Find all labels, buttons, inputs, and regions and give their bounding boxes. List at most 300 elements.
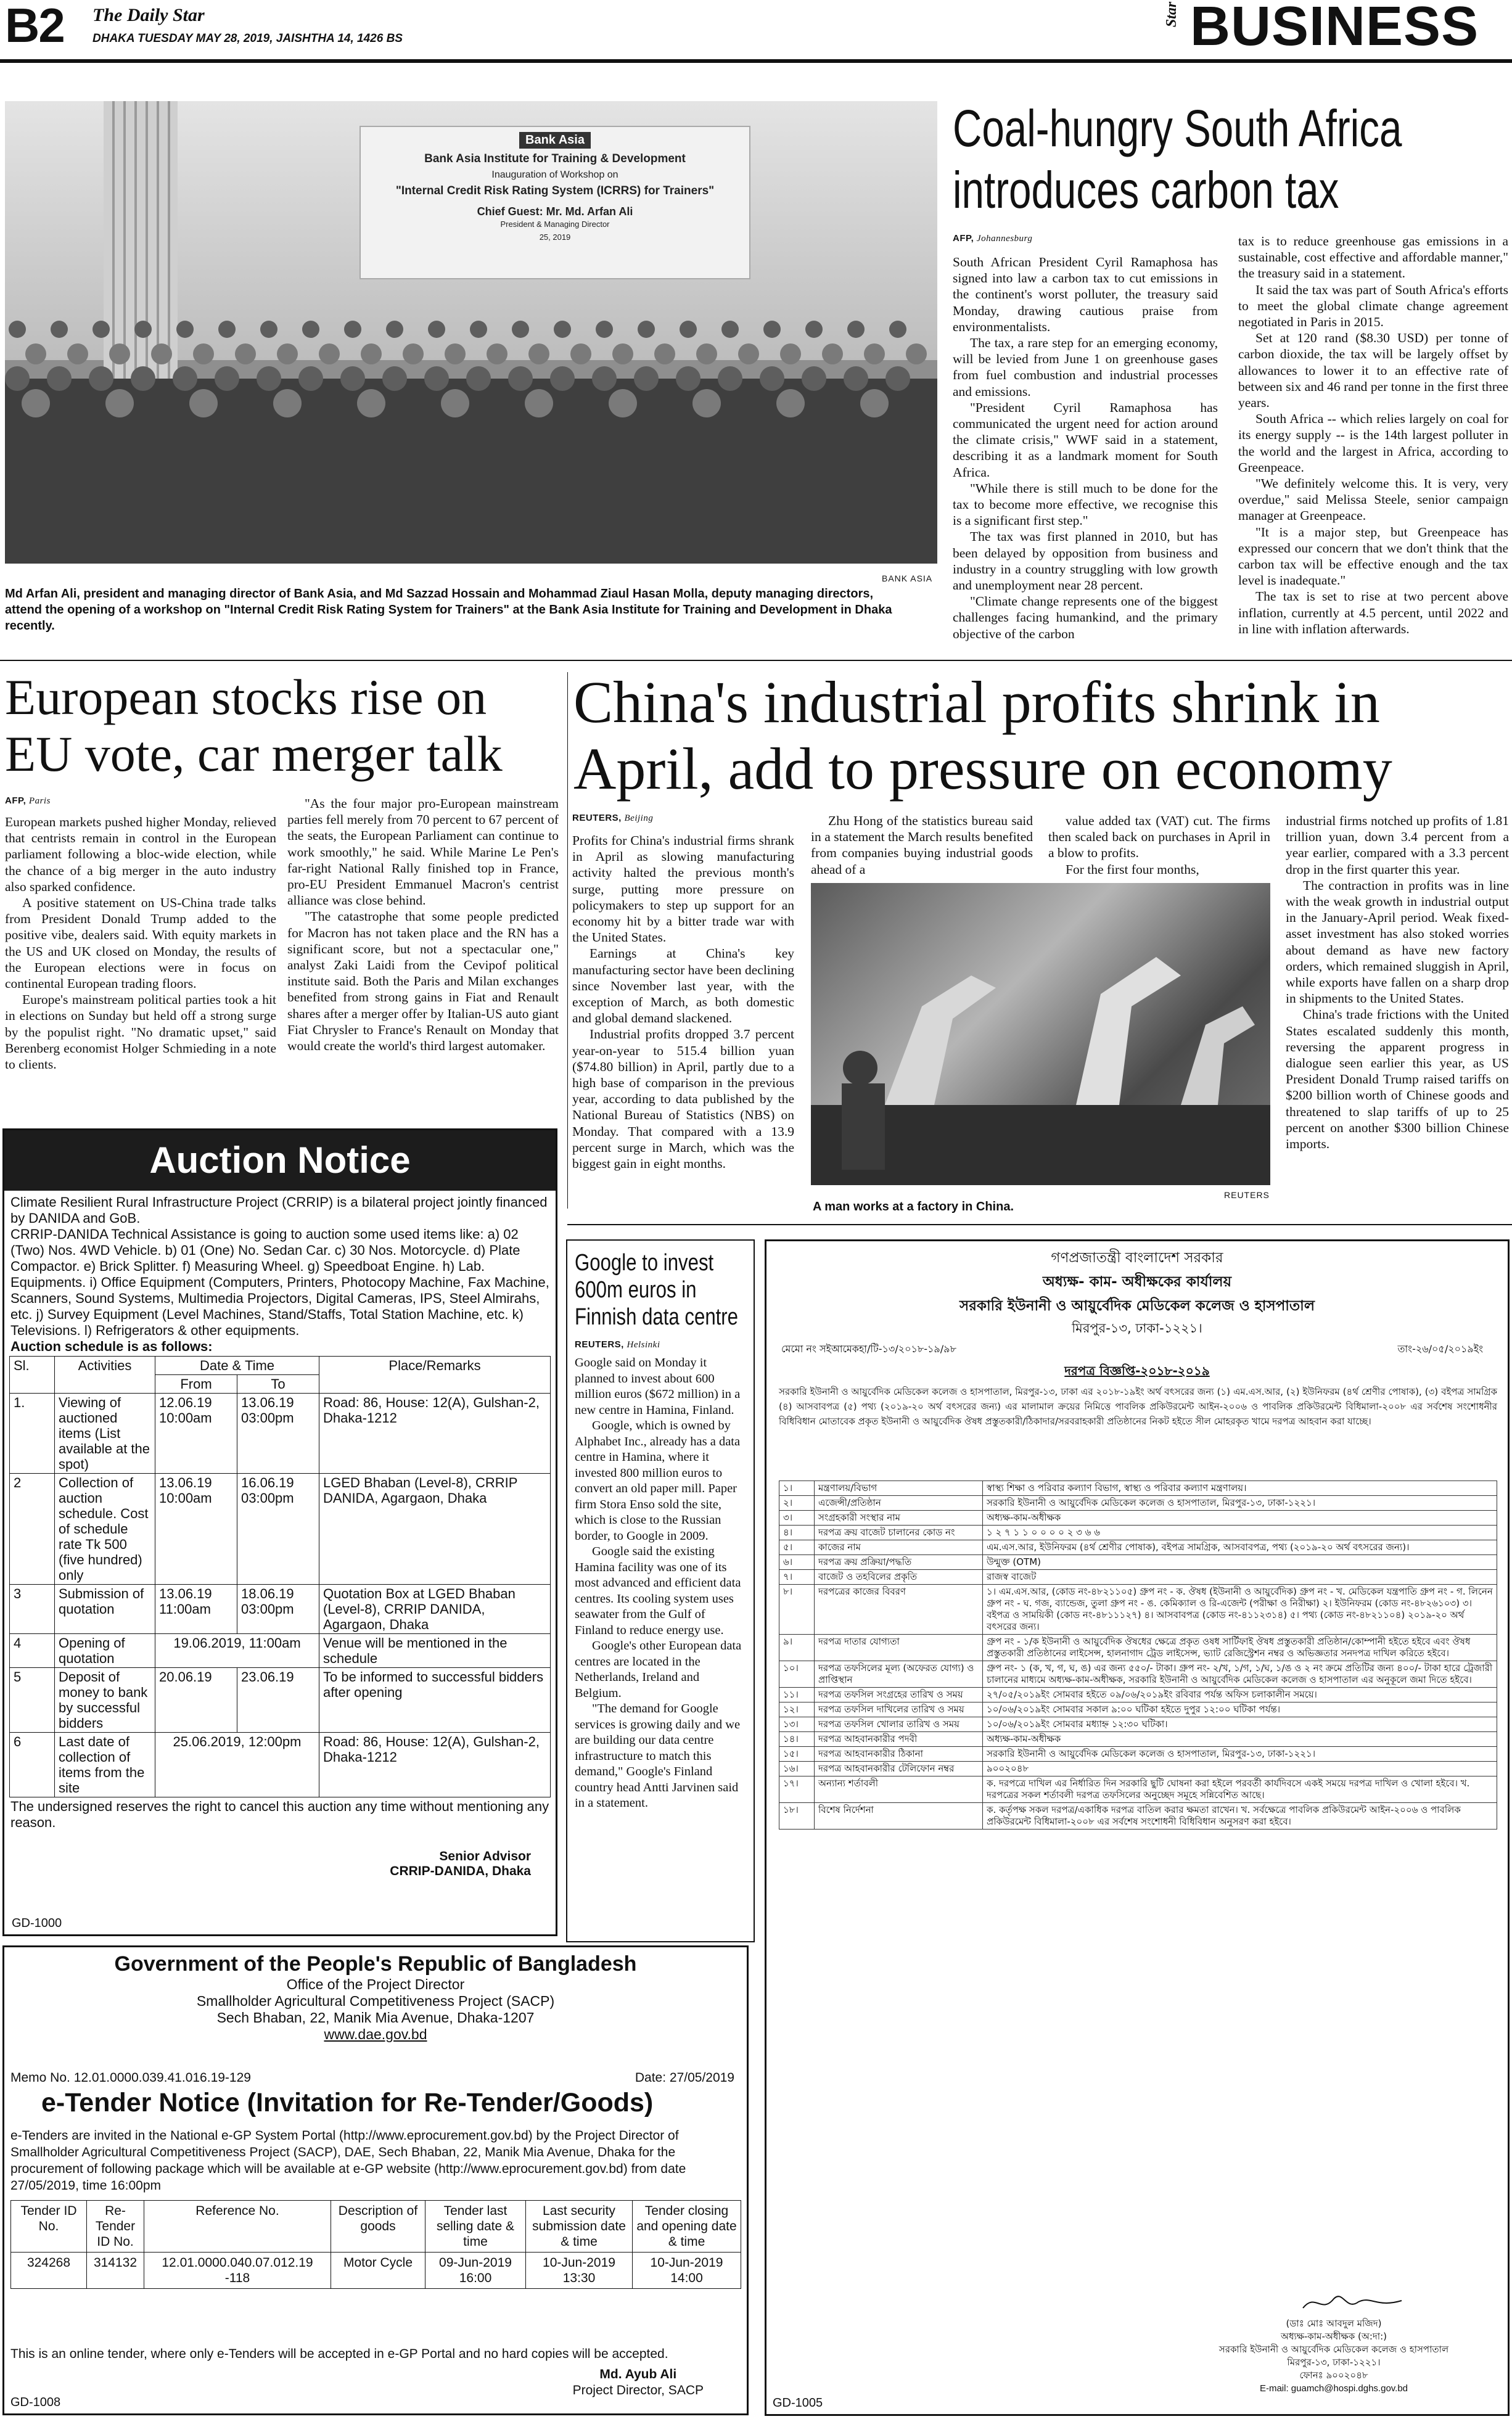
cell: ১০। [779,1661,815,1688]
signature-line: সরকারি ইউনানী ও আয়ুর্বেদিক মেডিকেল কলেজ ও হাসপাতাল [1218,2344,1449,2355]
person-head [151,343,172,364]
header-line: Smallholder Agricultural Competitiveness Project (SACP) [196,1993,555,2009]
ad-code: GD-1000 [12,1916,62,1930]
cell: 324268 [11,2253,87,2289]
paragraph: A positive statement on US-China trade talks from President Donald Trump added to the positive vibe, dealers said. With equity markets in the US and UK closed on Monday, the results of the European elections were in focus on continental European trading floors. [5,895,276,992]
signature [4,1831,556,1879]
table-row [10,1394,551,1474]
cell: Collection of auction schedule. Cost of schedule rate Tk 500 (five hundred) only [55,1474,155,1585]
cell: 13.06.19 10:00am [155,1474,237,1585]
paragraphs [1286,813,1509,1152]
paragraphs [1048,813,1270,877]
person-head [609,389,637,417]
table-row [779,1702,1497,1717]
header-line: মিরপুর-১৩, ঢাকা-১২২১। [1072,1321,1202,1336]
signature [1173,2317,1494,2395]
cell: ১ ২ ৭ ১ ১ ০ ০ ০ ০ ২ ৩ ৬ ৬ [983,1526,1497,1540]
paragraph: The tax, a rare step for an emerging economy, will be levied from June 1 on greenhouse gases from fuel combustion and industrial processes and emissions. [953,335,1218,399]
cell: বিশেষ নির্দেশনা [815,1803,983,1830]
person-head [109,343,130,364]
table-row [11,2253,741,2289]
cell: 13.06.19 11:00am [155,1585,237,1634]
workshop-banner [360,126,750,279]
cell: 314132 [87,2253,144,2289]
header-line: সরকারি ইউনানী ও আয়ুর্বেদিক মেডিকেল কলেজ ও হাসপাতাল [959,1298,1315,1314]
table-row [779,1776,1497,1803]
person-head [89,366,113,391]
auction-table [9,1356,551,1797]
cell: 12.06.19 10:00am [155,1394,237,1474]
cell: দরপত্র আহবানকারীর ঠিকানা [815,1747,983,1762]
cell: ১২। [779,1702,815,1717]
person-head [428,321,445,338]
cell: দরপত্র আহবানকারীর টেলিফোন নম্বর [815,1762,983,1776]
cell: মন্ত্রণালয়/বিভাগ [815,1481,983,1496]
person-head [776,389,805,417]
paragraph: The tax was first planned in 2010, but has been delayed by opposition from business and industry in a country struggling with low growth and unemployment near 28 percent. [953,529,1218,593]
person-head [319,343,340,364]
cell: Road: 86, House: 12(A), Gulshan-2, Dhaka-1212 [319,1394,551,1474]
person-head [424,366,449,391]
schedule-title: Auction schedule is as follows: [10,1339,213,1354]
person-head [344,321,361,338]
table-row [779,1732,1497,1747]
person-head [638,321,655,338]
tender-notice [2,1945,749,2415]
paragraph: "We definitely welcome this. It is very, very overdue," said Melissa Steele, senior campaign manager at Greenpeace. [1238,476,1508,524]
table-row [779,1585,1497,1635]
signature-line: Project Director, SACP [572,2383,704,2397]
table-row [10,1668,551,1733]
cell: ১৩। [779,1717,815,1732]
col-header: Sl. [10,1357,55,1394]
paragraph: "The demand for Google services is growing daily and we are building our data centre infrastructure to match this demand," Google's Finland country head Antti Jarvinen said in a statement. [575,1702,741,1810]
banner-brand: Bank Asia [519,132,591,149]
banner-line: 25, 2019 [539,232,571,242]
person-head [889,321,906,338]
ad-code: GD-1005 [773,2396,823,2410]
cell: Venue will be mentioned in the schedule [319,1634,551,1668]
cell: ১০/০৬/২০১৯ইং সোমবার মধ্যাহ্ন ১২:৩০ ঘটিকা। [983,1717,1497,1732]
article-column [953,254,1218,642]
cell: দরপত্র তফসিল সংগ্রহের তারিখ ও সময় [815,1688,983,1702]
cell: অধ্যক্ষ-কাম-অধীক্ষক [983,1732,1497,1747]
masthead-rule [0,59,1512,63]
cell: অধ্যক্ষ-কাম-অধীক্ষক [983,1511,1497,1526]
tender-body: e-Tenders are invited in the National e-GP System Portal (http://www.eprocurement.gov.bd) by the Project Director of Smallholder Agricultural Competitiveness Project (SACP), DAE, Sech Bhaban, 22, Manik Mia Avenue, Dhaka for the procurement of following package which will be available at e-GP website (http://www.eprocurement.gov.bd) from date 27/05/2019, time 16:00pm [10,2129,686,2193]
table-row [779,1540,1497,1555]
workshop-photo [5,101,937,564]
paragraph: South Africa -- which relies largely on coal for its energy supply -- is the 14th largest polluter in the world and the largest in Africa, according to Greenpeace. [1238,411,1508,475]
cell: ৯। [779,1635,815,1661]
cell: ১। এম.এস.আর, (কোড নং-৪৮২১১০৫) গ্রুপ নং - ক. ঔষধ (ইউনানী ও আয়ুর্বেদিক) গ্রুপ নং - খ. মেডিকেল যন্ত্রপাতি গ্রুপ নং - গ. লিনেন গ্রুপ নং - ঘ. গজ, ব্যান্ডেজ, তুলা গ্রুপ নং - ঙ. কেমিক্যাল ও রি-এজেন্ট (পরীক্ষা ও নিরীক্ষা) ২। ইউনিফরম (কোড নং-৪৮২৬১০৩) ৩। বইপত্র ও সাময়িকী (কোড নং-৪৮১১১২৭) ৪। আসবাবপত্র (কোড নং-৪১১২৩১৪) ৫। পথ্য (কোড নং-৪৮২১১০৪) ২০১৯-২০ অর্থ বৎসরের জন্য। [983,1585,1497,1635]
headline: Coal-hungry South Africa introduces carbon tax [953,99,1402,219]
cell: সংগ্রহকারী সংস্থার নাম [815,1511,983,1526]
cell: দরপত্র ক্রয় বাজেট চালানের কোড নং [815,1526,983,1540]
paragraph: South African President Cyril Ramaphosa has signed into law a carbon tax to cut emissions in the continent's worst polluter, the treasury said Monday, drawing cautious praise from environmentalists. [953,255,1218,334]
cell: 23.06.19 [237,1668,319,1733]
paragraph: Google said on Monday it planned to invest about 600 million euros ($672 million) in a new centre in Hamina, Finland. [575,1356,741,1417]
paragraph: "It is a major step, but Greenpeace has expressed our concern that we don't think that the carbon tax will be effective enough and the tax level is inadequate." [1238,524,1508,588]
cell: Opening of quotation [55,1634,155,1668]
paragraphs [953,254,1218,642]
banner-line: Inauguration of Workshop on [491,170,618,180]
signature-line: Md. Ayub Ali [599,2367,677,2381]
paragraph: Industrial profits dropped 3.7 percent year-on-year to 515.4 billion yuan ($74.80 billion) in April, partly due to a high base of comparison in the previous year, according to data published by the National Bureau of Statistics (NBS) on Monday. That compared with a 13.9 percent surge in March, which was the biggest gain in eight months. [572,1027,794,1172]
paragraph: value added tax (VAT) cut. The firms then scaled back on purchases in April in a blow to profits. [1048,813,1270,861]
auction-footer: The undersigned reserves the right to cancel this auction any time without mentioning any reason. [10,1799,549,1830]
paragraph: industrial firms notched up profits of 1.81 trillion yuan, down 3.4 percent from a year earlier, compared with a 3.3 percent drop in the first quarter this year. [1286,813,1509,877]
headline: Google to invest 600m euros in Finnish data centre [575,1250,739,1330]
banner-line: Chief Guest: Mr. Md. Arfan Ali [477,205,633,218]
table-row [779,1803,1497,1830]
col-header: Place/Remarks [319,1357,551,1394]
person-head [570,343,591,364]
cell: LGED Bhaban (Level-8), CRRIP DANIDA, Agargaon, Dhaka [319,1474,551,1585]
robot-arms [811,883,1270,1185]
cell: ১৭। [779,1776,815,1803]
column-rule [567,672,568,1209]
person-head [844,366,868,391]
person-head [696,343,717,364]
paragraphs [575,1355,746,1812]
cell: ১৮। [779,1803,815,1830]
cell: 5 [10,1668,55,1733]
person-head [257,366,281,391]
signature-mark [1297,2290,1408,2314]
cell: সরকারি ইউনানী ও আয়ুর্বেদিক মেডিকেল কলেজ ও হাসপাতাল, মিরপুর-১৩, ঢাকা-১২২১। [983,1496,1497,1511]
col-header: Tender ID No. [11,2201,87,2253]
tender-header [4,1947,747,2043]
person-head [302,321,319,338]
paragraph: Zhu Hong of the statistics bureau said in a statement the March results benefited from companies buying industrial goods ahead of a [811,813,1033,877]
cell: বাজেট ও তহবিলের প্রকৃতি [815,1570,983,1585]
cell: Submission of quotation [55,1585,155,1634]
person-head [512,321,529,338]
cell: Quotation Box at LGED Bhaban (Level-8), CRRIP DANIDA, Agargaon, Dhaka [319,1585,551,1634]
paragraph: Google, which is owned by Alphabet Inc., already has a data centre in Hamina, where it invested 800 million euros to convert an old paper mill. Paper firm Stora Enso sold the site, which is close to the Russian border, to Google in 2009. [575,1419,741,1543]
website-link[interactable]: www.dae.gov.bd [324,2026,427,2042]
cell: ১৬। [779,1762,815,1776]
cell: ১৪। [779,1732,815,1747]
tender-table [10,2200,741,2289]
factory-photo [811,883,1270,1185]
paragraphs [572,832,794,1172]
cell: ১। [779,1481,815,1496]
cell: দরপত্র তফসিলের মূল্য (অফেরত যোগ্য) ও প্রাপ্তিস্থান [815,1661,983,1688]
page-number: B2 [5,0,64,52]
cell: উন্মুক্ত (OTM) [983,1555,1497,1570]
signature-line: অধ্যক্ষ-কাম-অধীক্ষক (অ:দা:) [1280,2331,1387,2342]
bengali-tender-notice [765,1239,1510,2416]
cell: দরপত্র তফসিল খোলার তারিখ ও সময় [815,1717,983,1732]
paper-name: The Daily Star [92,5,205,25]
person-head [763,321,781,338]
person-head [634,366,659,391]
cell: ১৫। [779,1747,815,1762]
person-head [470,321,487,338]
photo-caption: A man works at a factory in China. [813,1200,1014,1214]
cell: এম.এস.আর, ইউনিফরম (৪র্থ শ্রেণীর পোষাক), বইপত্র সামগ্রিক, আসবাবপত্র, পথ্য (২০১৯-২০ অর্থ বৎসরের জন্য)। [983,1540,1497,1555]
table-row [10,1474,551,1585]
paragraph: For the first four months, [1066,861,1199,877]
cell: ৬। [779,1555,815,1570]
table-row [779,1555,1497,1570]
cell: ৫। [779,1540,815,1555]
person-head [260,321,277,338]
table-row [779,1570,1497,1585]
person-head [235,343,256,364]
paragraph: European markets pushed higher Monday, relieved that centrists remain in control in the European parliament following a bloc-wide election, while the chance of a big merger in the auto industry also sparked confidence. [5,815,276,894]
signature-line: Senior Advisor [439,1849,531,1863]
cell: 12.01.0000.040.07.012.19 -118 [144,2253,331,2289]
person-head [189,389,218,417]
person-head [780,343,801,364]
header-line: অধ্যক্ষ- কাম- অধীক্ষকের কার্যালয় [1042,1274,1232,1290]
table-row [779,1481,1497,1496]
cell: 20.06.19 [155,1668,237,1733]
banner-line: President & Managing Director [500,220,610,229]
person-head [441,389,469,417]
article-column [287,795,559,1054]
person-head [805,321,823,338]
intro-line: Climate Resilient Rural Infrastructure Project (CRRIP) is a bilateral project jointly financed by DANIDA and GoB. [10,1194,548,1226]
person-head [298,366,323,391]
person-head [525,389,553,417]
cell: ১০/০৬/২০১৯ইং সোমবার সকাল ৯:০০ ঘটিকা হইতে দুপুর ১২:০০ ঘটিকা পর্যন্ত। [983,1702,1497,1717]
cell: Motor Cycle [331,2253,425,2289]
paragraphs [287,795,559,1054]
col-header: To [237,1375,319,1394]
paragraph: It said the tax was part of South Africa's efforts to meet the global climate change agreement negotiated in Paris in 2015. [1238,282,1508,330]
cell: ২৭/০৫/২০১৯ইং সোমবার হইতে ০৯/০৬/২০১৯ইং রবিবার পর্যন্ত অফিস চলাকালীন সময়ে। [983,1688,1497,1702]
table-row [779,1717,1497,1732]
cell: এজেন্সী/প্রতিষ্ঠান [815,1496,983,1511]
signature [573,2367,704,2399]
cell: রাজস্ব বাজেট [983,1570,1497,1585]
auction-intro [4,1191,556,1355]
person-head [822,343,843,364]
person-head [22,389,50,417]
cell: Deposit of money to bank by successful bidders [55,1668,155,1733]
table-row [779,1496,1497,1511]
header-line: Office of the Project Director [286,1976,465,1992]
headline: European stocks rise on EU vote, car merger talk [5,669,503,782]
article-column [811,813,1033,877]
memo-date: তাং-২৬/০৫/২০১৯ইং [1397,1343,1483,1355]
person-head [357,389,385,417]
paragraph: Europe's mainstream political parties took a hit in elections on Sunday but held off a strong surge by the populist right. "No dramatic upset," said Berenberg economist Holger Schmieding in a note to clients. [5,992,276,1072]
person-head [47,366,72,391]
cell: দরপত্র দাতার যোগ্যতা [815,1635,983,1661]
person-head [860,389,889,417]
group-of-people [5,305,937,564]
cell: 10-Jun-2019 13:30 [526,2253,633,2289]
section-rule [0,660,1512,661]
person-head [215,366,239,391]
paragraph: Google said the existing Hamina facility was one of its most advanced and efficient data centres. Its cooling system uses seawater from the Gulf of Finland to reduce energy use. [575,1545,741,1637]
header-line: Sech Bhaban, 22, Manik Mia Avenue, Dhaka-1207 [216,2010,535,2026]
person-head [277,343,298,364]
cell: 1. [10,1394,55,1474]
paragraph: Set at 120 rand ($8.30 USD) per tonne of carbon dioxide, the tax will be largely offset by allowances to lower it to an effective rate of between six and 46 rand per tonne in the first three years. [1238,331,1508,411]
cell: 09-Jun-2019 16:00 [425,2253,526,2289]
header-line: Government of the People's Republic of Bangladesh [114,1952,637,1976]
cell: গ্রুপ নং- ১ (ক, খ, গ, ঘ, ঙ) এর জন্য ৫৫০/- টাকা। গ্রুপ নং- ২/খ, ১/গ, ১/ঘ, ১/ঙ ও ২ নং ক্রমে প্রতিটির জন্য ৪০০/- টাকা হারে ট্রেজারী চালানের মাধ্যমে অধ্যক্ষ-কাম-অধীক্ষক, সরকারি ইউনানী ও আয়ুর্বেদিক মেডিকেল কলেজ ও হাসপাতাল এর অনুকূলে জমা দিতে হইবে। [983,1661,1497,1688]
paragraphs [1238,233,1508,637]
cell: সরকারি ইউনানী ও আয়ুর্বেদিক মেডিকেল কলেজ ও হাসপাতাল, মিরপুর-১৩, ঢাকা-১২২১। [983,1747,1497,1762]
article-column [5,814,276,1072]
signature-line: CRRIP-DANIDA, Dhaka [390,1864,531,1878]
person-head [676,366,701,391]
col-header: Re-Tender ID No. [87,2201,144,2253]
intro-line: CRRIP-DANIDA Technical Assistance is going to auction some used items like: a) 02 (Two) Nos. 4WD Vehicle. b) 01 (One) No. Sedan Car. c) 30 Nos. Motorcycle. d) Plate Compactor. e) Brick Splitter. f) Measuring Wheel. g) Speedboat Engine. h) Lab. Equipments. i) Office Equipment (Computers, Printers, Photocopy Machine, Fax Machine, Scanners, Sound Systems, Multimedia Projectors, Digital Cameras, IPS, Steel Almirahs, etc. j) Survey Equipment (Level Machines, Stand/Staffs, Total Station Machine, etc. k) Televisions. l) Refrigerators & other equipments. [10,1226,549,1338]
person-head [906,343,927,364]
cell: 10-Jun-2019 14:00 [633,2253,741,2289]
col-header: Tender closing and opening date & time [633,2201,741,2253]
cell: 2 [10,1474,55,1585]
paragraph: "The catastrophe that some people predicted for Macron has not taken place and the RN has a significant score, but not a spectacular one," analyst Zaki Laidi from the Cevipof political institute said. Both the Paris and Milan exchanges benefited from strong gains in Fiat and Renault shares after a merger offer by Italian-US auto giant Fiat Chrysler to France's Renault on Monday that would create the world's third largest automaker. [287,909,559,1054]
person-head [445,343,466,364]
person-head [528,343,549,364]
cell: গ্রুপ নং - ১/ক ইউনানী ও আয়ুর্বেদিক ঔষধের ক্ষেত্রে প্রকৃত ওষধ সার্টিফাই ঔষধ প্রস্তুতকারী প্রতিষ্ঠান/কোম্পানী হইতে হইবে এবং ঔষধ প্রস্তুতকারী প্রতিষ্ঠানের লাইসেন্স, হালনাগাদ ট্রেড লাইসেন্স, ভ্যাট রেজিস্ট্রেশন নম্বর ও অভিজ্ঞতার সনদপত্র দাখিল করিতে হইবে। [983,1635,1497,1661]
person-head [654,343,675,364]
cell: 18.06.19 03:00pm [237,1585,319,1634]
cell: ৭। [779,1570,815,1585]
signature-line: E-mail: guamch@hospi.dghs.gov.bd [1259,2383,1408,2394]
person-head [131,366,155,391]
cell: ৩। [779,1511,815,1526]
col-header: Date & Time [155,1357,319,1375]
cell: ২। [779,1496,815,1511]
person-head [176,321,194,338]
memo: মেমো নং সইআমেকহা/টি-১৩/২০১৮-১৯/৯৮ [781,1343,956,1355]
person-head [760,366,784,391]
cell: 6 [10,1733,55,1797]
person-head [612,343,633,364]
table-row [779,1747,1497,1762]
person-head [173,366,197,391]
person-head [692,389,721,417]
person-head [847,321,865,338]
headline: China's industrial profits shrink in April, add to pressure on economy [573,669,1392,802]
person-head [802,366,826,391]
cell: 16.06.19 03:00pm [237,1474,319,1585]
cell: কাজের নাম [815,1540,983,1555]
person-head [680,321,697,338]
signature-line: (ডাঃ মোঃ আবদুল মজিদ) [1286,2318,1382,2329]
person-head [592,366,617,391]
cell: স্বাস্থ্য শিক্ষা ও পরিবার কল্যাণ বিভাগ, স্বাস্থ্য ও পরিবার কল্যাণ মন্ত্রণালয়। [983,1481,1497,1496]
col-header: Tender last selling date & time [425,2201,526,2253]
byline: AFP, Johannesburg [953,233,1033,244]
person-head [718,366,742,391]
cell: দরপত্র ক্রয় প্রক্রিয়া/পদ্ধতি [815,1555,983,1570]
byline: REUTERS, Helsinki [575,1339,660,1350]
paragraph: "While there is still much to be done for the tax to become more effective, we recognise this is a significant first step." [953,480,1218,528]
person-head [218,321,236,338]
table-row [10,1634,551,1668]
byline: REUTERS, Beijing [572,813,654,823]
article-column [1238,233,1508,637]
col-header: Activities [55,1357,155,1394]
cell: 4 [10,1634,55,1668]
col-header: Reference No. [144,2201,331,2253]
paragraph: "As the four major pro-European mainstream parties fell merely from 70 percent to 67 percent of the seats, the European Parliament can continue to work smoothly," he said. While Marine Le Pen's far-right National Rally finished top in France, pro-EU President Emmanuel Macron's centrist alliance was close behind. [287,796,559,908]
person-head [340,366,365,391]
photo-credit: BANK ASIA [882,573,933,583]
cell: ক. কর্তৃপক্ষ সকল দরপত্র/একাধিক দরপত্র বাতিল করার ক্ষমতা রাখেন। খ. সর্বক্ষেত্রে পাবলিক প্রকিউরমেন্ট আইন-২০০৬ ও পাবলিক প্রকিউরমেন্ট বিধিমালা-২০০৮ এর সর্বশেষ সংশোধনী বিধিবিধান অনুসরণ করা হইবে। [983,1803,1497,1830]
cell: Last date of collection of items from the site [55,1733,155,1797]
cell: ৪। [779,1526,815,1540]
person-head [466,366,491,391]
person-head [361,343,382,364]
signature-line: ফোনঃ ৯০০২০৪৮ [1299,2370,1368,2381]
banner-line: Bank Asia Institute for Training & Development [424,152,686,165]
paragraph: The tax is set to rise at two percent above inflation, currently at 4.5 percent, until 2022 and in line with inflation afterwards. [1238,589,1508,636]
dateline: DHAKA TUESDAY MAY 28, 2019, JAISHTHA 14, 1426 BS [92,32,403,45]
photo-caption: Md Arfan Ali, president and managing director of Bank Asia, and Md Sazzad Hossain and Mohammad Ziaul Hasan Molla, deputy managing directors, attend the opening of a workshop on "Internal Credit Risk Rating System for Trainers" at the Bank Asia Institute for Training and Development in Dhaka recently. [5,587,892,633]
person-head [386,321,403,338]
photo-credit: REUTERS [1224,1190,1270,1200]
person-head [738,343,759,364]
person-head [92,321,110,338]
paragraph: Google's other European data centres are located in the Netherlands, Ireland and Belgium. [575,1639,742,1700]
section-title: BUSINESS [1190,0,1479,57]
table-row [779,1688,1497,1702]
section-rule [567,1224,1512,1225]
table-row [779,1762,1497,1776]
person-head [9,321,26,338]
header-line: গণপ্রজাতন্ত্রী বাংলাদেশ সরকার [1051,1250,1223,1266]
person-head [596,321,613,338]
banner-line: "Internal Credit Risk Rating System (ICRRS) for Trainers" [395,184,715,197]
cell: ১১। [779,1688,815,1702]
cell: দরপত্র আহবানকারীর পদবী [815,1732,983,1747]
table-row [779,1526,1497,1540]
person-head [25,343,46,364]
person-head [508,366,533,391]
cell: 13.06.19 03:00pm [237,1394,319,1474]
article-column [1048,813,1270,877]
person-head [5,366,30,391]
table-row [779,1661,1497,1688]
cell: ৯০০২০৪৮ [983,1762,1497,1776]
col-header: Last security submission date & time [526,2201,633,2253]
cell: দরপত্র তফসিল দাখিলের তারিখ ও সময় [815,1702,983,1717]
paragraph: "President Cyril Ramaphosa has communicated the urgent need for action around the climate crisis," WWF said in a statement, describing it as a landmark moment for South Africa. [953,400,1218,480]
notice-title: দরপত্র বিজ্ঞপ্তি-২০১৮-২০১৯ [1064,1363,1210,1378]
person-head [382,366,407,391]
table-row [779,1635,1497,1661]
cell: Road: 86, House: 12(A), Gulshan-2, Dhaka-1212 [319,1733,551,1797]
col-header: From [155,1375,237,1394]
cell: To be informed to successful bidders after opening [319,1668,551,1733]
paragraph: "Climate change represents one of the biggest challenges facing humankind, and the primary objective of the carbon [953,594,1218,641]
tender-note: This is an online tender, where only e-Tenders will be accepted in e-GP Portal and no hard copies will be accepted. [10,2347,668,2361]
paragraph: The contraction in profits was in line with the weak growth in industrial output in the January-April period. Weak fixed-asset investment has also stoked worries about demand as have new factory orders, which remained sluggish in April, while exports have fallen on a sharp drop in shipments to the United States. [1286,877,1509,1006]
cell: 19.06.2019, 11:00am [155,1634,319,1668]
person-head [721,321,739,338]
cell: 3 [10,1585,55,1634]
byline: AFP, Paris [5,795,51,806]
person-head [487,343,507,364]
table-row [779,1511,1497,1526]
person-head [67,343,88,364]
paragraphs [5,814,276,1072]
google-article [566,1239,755,1942]
paragraph: Profits for China's industrial firms shrank in April as slowing manufacturing activity halted the previous month's surge, putting more pressure on policymakers to step up support for an economy hit by a bitter trade war with the United States. [572,833,794,945]
